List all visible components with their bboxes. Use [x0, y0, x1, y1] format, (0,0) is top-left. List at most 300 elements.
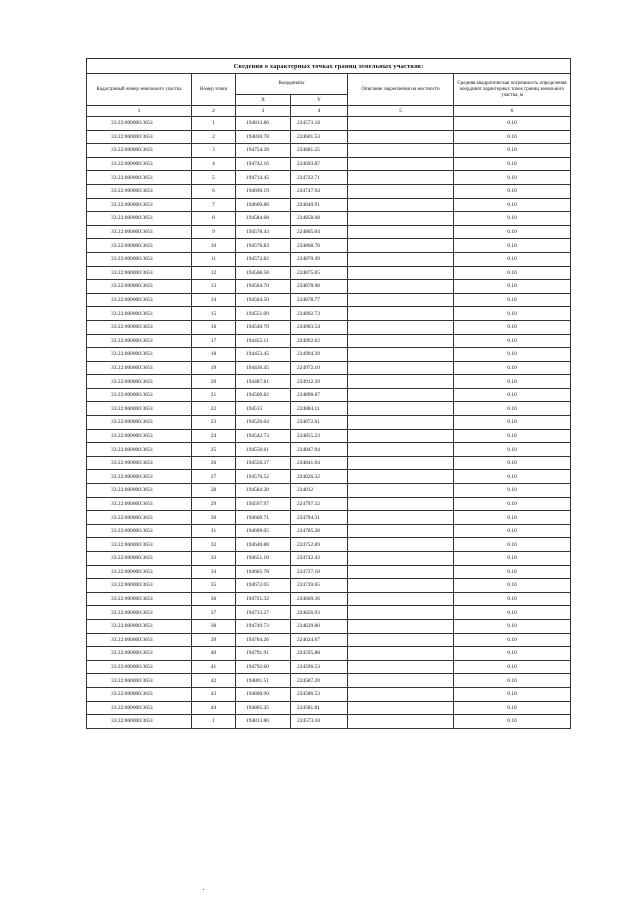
y-coordinate-cell: 224681.25	[291, 144, 348, 158]
header-coordinates: Координаты	[236, 74, 348, 95]
x-coordinate-cell: 194600.71	[236, 511, 291, 525]
table-row	[87, 592, 571, 606]
cadastral-number-cell: 33:22:000000:3651	[87, 239, 192, 253]
x-coordinate-cell: 194791.91	[236, 647, 291, 661]
table-row	[87, 416, 571, 430]
point-number-cell: 21	[192, 388, 236, 402]
y-coordinate-cell: 224884.11	[291, 402, 348, 416]
marking-description-cell	[348, 647, 454, 661]
point-number-cell: 26	[192, 456, 236, 470]
precision-cell: 0.10	[454, 252, 571, 266]
point-number-cell: 12	[192, 266, 236, 280]
point-number-cell: 2	[192, 130, 236, 144]
point-number-cell: 32	[192, 538, 236, 552]
marking-description-cell	[348, 687, 454, 701]
x-coordinate-cell: 194609.05	[236, 524, 291, 538]
marking-description-cell	[348, 184, 454, 198]
table-row	[87, 293, 571, 307]
y-coordinate-cell: 224586.53	[291, 687, 348, 701]
marking-description-cell	[348, 552, 454, 566]
cadastral-number-cell: 33:22:000000:3651	[87, 524, 192, 538]
x-coordinate-cell: 194550.61	[236, 443, 291, 457]
table-row	[87, 674, 571, 688]
x-coordinate-cell: 194714.45	[236, 171, 291, 185]
cadastral-number-cell: 33:22:000000:3651	[87, 647, 192, 661]
x-coordinate-cell: 194542.73	[236, 429, 291, 443]
x-coordinate-cell: 194754.28	[236, 144, 291, 158]
precision-cell: 0.10	[454, 320, 571, 334]
y-coordinate-cell: 224752.89	[291, 538, 348, 552]
cadastral-number-cell: 33:22:000000:3651	[87, 497, 192, 511]
table-row	[87, 687, 571, 701]
precision-cell: 0.10	[454, 361, 571, 375]
cadastral-number-cell: 33:22:000000:3651	[87, 280, 192, 294]
y-coordinate-cell: 224573.18	[291, 117, 348, 131]
marking-description-cell	[348, 565, 454, 579]
cadastral-number-cell: 33:22:000000:3651	[87, 715, 192, 729]
table-row	[87, 701, 571, 715]
precision-cell: 0.10	[454, 212, 571, 226]
marking-description-cell	[348, 375, 454, 389]
table-row	[87, 307, 571, 321]
y-coordinate-cell: 224898.87	[291, 388, 348, 402]
table-row	[87, 117, 571, 131]
cadastral-number-cell: 33:22:000000:3651	[87, 687, 192, 701]
marking-description-cell	[348, 443, 454, 457]
x-coordinate-cell: 194526.04	[236, 416, 291, 430]
x-coordinate-cell: 194749.73	[236, 619, 291, 633]
precision-cell: 0.10	[454, 524, 571, 538]
table-row	[87, 443, 571, 457]
y-coordinate-cell: 224868.70	[291, 239, 348, 253]
y-coordinate-cell: 224581.81	[291, 701, 348, 715]
marking-description-cell	[348, 674, 454, 688]
precision-cell: 0.10	[454, 511, 571, 525]
x-coordinate-cell: 194500.82	[236, 388, 291, 402]
y-coordinate-cell: 224722.71	[291, 171, 348, 185]
cadastral-number-cell: 33:22:000000:3651	[87, 579, 192, 593]
precision-cell: 0.10	[454, 606, 571, 620]
marking-description-cell	[348, 429, 454, 443]
table-row	[87, 497, 571, 511]
cadastral-number-cell: 33:22:000000:3651	[87, 565, 192, 579]
y-coordinate-cell: 224573.18	[291, 715, 348, 729]
table-title: Сведения о характерных точках границ земельных участков:	[87, 59, 571, 74]
y-coordinate-cell: 224994.39	[291, 348, 348, 362]
precision-cell: 0.10	[454, 687, 571, 701]
marking-description-cell	[348, 633, 454, 647]
y-coordinate-cell: 224892.73	[291, 307, 348, 321]
x-coordinate-cell: 194455.11	[236, 334, 291, 348]
cadastral-number-cell: 33:22:000000:3651	[87, 416, 192, 430]
cadastral-number-cell: 33:22:000000:3651	[87, 592, 192, 606]
table-row	[87, 361, 571, 375]
table-row	[87, 334, 571, 348]
point-number-cell: 1	[192, 117, 236, 131]
point-number-cell: 28	[192, 484, 236, 498]
y-coordinate-cell: 224858.68	[291, 212, 348, 226]
precision-cell: 0.10	[454, 647, 571, 661]
cadastral-number-cell: 33:22:000000:3651	[87, 660, 192, 674]
y-coordinate-cell: 224840.91	[291, 198, 348, 212]
marking-description-cell	[348, 524, 454, 538]
y-coordinate-cell: 224872.61	[291, 416, 348, 430]
table-row	[87, 130, 571, 144]
y-coordinate-cell: 224870.49	[291, 252, 348, 266]
table-body	[87, 117, 571, 729]
y-coordinate-cell: 224727.18	[291, 565, 348, 579]
table-row	[87, 456, 571, 470]
cadastral-number-cell: 33:22:000000:3651	[87, 184, 192, 198]
table-row	[87, 402, 571, 416]
precision-cell: 0.10	[454, 633, 571, 647]
column-number: 5	[348, 106, 454, 117]
y-coordinate-cell: 224826.32	[291, 470, 348, 484]
point-number-cell: 1	[192, 715, 236, 729]
precision-cell: 0.10	[454, 402, 571, 416]
x-coordinate-cell: 194651.10	[236, 552, 291, 566]
header-x: X	[236, 95, 291, 106]
point-number-cell: 20	[192, 375, 236, 389]
y-coordinate-cell: 224797.32	[291, 497, 348, 511]
coordinates-document	[86, 58, 570, 729]
marking-description-cell	[348, 348, 454, 362]
precision-cell: 0.10	[454, 307, 571, 321]
point-number-cell: 5	[192, 171, 236, 185]
point-number-cell: 41	[192, 660, 236, 674]
cadastral-number-cell: 33:22:000000:3651	[87, 456, 192, 470]
y-coordinate-cell: 224992.62	[291, 334, 348, 348]
precision-cell: 0.10	[454, 157, 571, 171]
boundary-points-table	[86, 58, 571, 729]
y-coordinate-cell: 224624.67	[291, 633, 348, 647]
x-coordinate-cell: 194576.83	[236, 239, 291, 253]
marking-description-cell	[348, 239, 454, 253]
y-coordinate-cell: 224794.31	[291, 511, 348, 525]
cadastral-number-cell: 33:22:000000:3651	[87, 606, 192, 620]
y-coordinate-cell: 224587.20	[291, 674, 348, 688]
x-coordinate-cell: 194597.97	[236, 497, 291, 511]
point-number-cell: 35	[192, 579, 236, 593]
y-coordinate-cell: 224693.87	[291, 157, 348, 171]
marking-description-cell	[348, 715, 454, 729]
cadastral-number-cell: 33:22:000000:3651	[87, 157, 192, 171]
table-row	[87, 212, 571, 226]
marking-description-cell	[348, 171, 454, 185]
y-coordinate-cell: 224855.23	[291, 429, 348, 443]
point-number-cell: 42	[192, 674, 236, 688]
cadastral-number-cell: 33:22:000000:3651	[87, 320, 192, 334]
table-row	[87, 660, 571, 674]
table-row	[87, 538, 571, 552]
table-row	[87, 280, 571, 294]
y-coordinate-cell: 224639.80	[291, 619, 348, 633]
precision-cell: 0.10	[454, 674, 571, 688]
y-coordinate-cell: 224912.39	[291, 375, 348, 389]
cadastral-number-cell: 33:22:000000:3651	[87, 388, 192, 402]
precision-cell: 0.10	[454, 579, 571, 593]
point-number-cell: 24	[192, 429, 236, 443]
table-row	[87, 633, 571, 647]
point-number-cell: 44	[192, 701, 236, 715]
point-number-cell: 15	[192, 307, 236, 321]
marking-description-cell	[348, 293, 454, 307]
y-coordinate-cell: 224812	[291, 484, 348, 498]
point-number-cell: 25	[192, 443, 236, 457]
point-number-cell: 16	[192, 320, 236, 334]
x-coordinate-cell: 194551.09	[236, 307, 291, 321]
cadastral-number-cell: 33:22:000000:3651	[87, 266, 192, 280]
column-number: 2	[192, 106, 236, 117]
x-coordinate-cell: 194813.86	[236, 117, 291, 131]
marking-description-cell	[348, 280, 454, 294]
marking-description-cell	[348, 144, 454, 158]
precision-cell: 0.10	[454, 484, 571, 498]
y-coordinate-cell: 224669.36	[291, 592, 348, 606]
marking-description-cell	[348, 388, 454, 402]
table-row	[87, 225, 571, 239]
precision-cell: 0.10	[454, 538, 571, 552]
point-number-cell: 30	[192, 511, 236, 525]
x-coordinate-cell: 194800.90	[236, 687, 291, 701]
x-coordinate-cell: 194515	[236, 402, 291, 416]
marking-description-cell	[348, 225, 454, 239]
marking-description-cell	[348, 334, 454, 348]
precision-cell: 0.10	[454, 552, 571, 566]
x-coordinate-cell: 194813.86	[236, 715, 291, 729]
cadastral-number-cell: 33:22:000000:3651	[87, 212, 192, 226]
cadastral-number-cell: 33:22:000000:3651	[87, 307, 192, 321]
x-coordinate-cell: 194564.50	[236, 293, 291, 307]
point-number-cell: 8	[192, 212, 236, 226]
y-coordinate-cell: 224596.53	[291, 660, 348, 674]
marking-description-cell	[348, 117, 454, 131]
table-row	[87, 320, 571, 334]
x-coordinate-cell: 194805.45	[236, 701, 291, 715]
marking-description-cell	[348, 619, 454, 633]
precision-cell: 0.10	[454, 198, 571, 212]
marking-description-cell	[348, 320, 454, 334]
table-row	[87, 375, 571, 389]
marking-description-cell	[348, 470, 454, 484]
precision-cell: 0.10	[454, 497, 571, 511]
precision-cell: 0.10	[454, 470, 571, 484]
table-row	[87, 239, 571, 253]
x-coordinate-cell: 194584.28	[236, 484, 291, 498]
precision-cell: 0.10	[454, 144, 571, 158]
point-number-cell: 17	[192, 334, 236, 348]
header-precision: Средняя квадратическая погрешность определения координат характерных точек границ земельного участка, м	[454, 74, 571, 106]
table-row	[87, 266, 571, 280]
point-number-cell: 10	[192, 239, 236, 253]
cadastral-number-cell: 33:22:000000:3651	[87, 348, 192, 362]
table-row	[87, 511, 571, 525]
x-coordinate-cell: 194690.19	[236, 184, 291, 198]
precision-cell: 0.10	[454, 456, 571, 470]
precision-cell: 0.10	[454, 375, 571, 389]
x-coordinate-cell: 194564.70	[236, 280, 291, 294]
x-coordinate-cell: 194672.05	[236, 579, 291, 593]
cadastral-number-cell: 33:22:000000:3651	[87, 552, 192, 566]
marking-description-cell	[348, 592, 454, 606]
column-number: 3	[236, 106, 291, 117]
precision-cell: 0.10	[454, 293, 571, 307]
y-coordinate-cell: 224903.54	[291, 320, 348, 334]
marking-description-cell	[348, 484, 454, 498]
column-number: 1	[87, 106, 192, 117]
cadastral-number-cell: 33:22:000000:3651	[87, 144, 192, 158]
marking-description-cell	[348, 212, 454, 226]
table-row	[87, 579, 571, 593]
table-row	[87, 348, 571, 362]
x-coordinate-cell: 194801.51	[236, 674, 291, 688]
cadastral-number-cell: 33:22:000000:3651	[87, 130, 192, 144]
precision-cell: 0.10	[454, 443, 571, 457]
table-row	[87, 484, 571, 498]
cadastral-number-cell: 33:22:000000:3651	[87, 198, 192, 212]
x-coordinate-cell: 194764.26	[236, 633, 291, 647]
table-row	[87, 388, 571, 402]
x-coordinate-cell: 194733.27	[236, 606, 291, 620]
x-coordinate-cell: 194584.68	[236, 212, 291, 226]
cadastral-number-cell: 33:22:000000:3651	[87, 511, 192, 525]
point-number-cell: 14	[192, 293, 236, 307]
cadastral-number-cell: 33:22:000000:3651	[87, 334, 192, 348]
point-number-cell: 4	[192, 157, 236, 171]
point-number-cell: 34	[192, 565, 236, 579]
point-number-cell: 18	[192, 348, 236, 362]
precision-cell: 0.10	[454, 184, 571, 198]
precision-cell: 0.10	[454, 334, 571, 348]
marking-description-cell	[348, 157, 454, 171]
cadastral-number-cell: 33:22:000000:3651	[87, 470, 192, 484]
x-coordinate-cell: 194830.78	[236, 130, 291, 144]
precision-cell: 0.10	[454, 619, 571, 633]
precision-cell: 0.10	[454, 348, 571, 362]
table-row	[87, 252, 571, 266]
x-coordinate-cell: 194572.82	[236, 252, 291, 266]
point-number-cell: 6	[192, 184, 236, 198]
x-coordinate-cell: 194640.88	[236, 538, 291, 552]
table-row	[87, 184, 571, 198]
x-coordinate-cell: 194578.43	[236, 225, 291, 239]
precision-cell: 0.10	[454, 429, 571, 443]
point-number-cell: 33	[192, 552, 236, 566]
marking-description-cell	[348, 416, 454, 430]
cadastral-number-cell: 33:22:000000:3651	[87, 252, 192, 266]
cadastral-number-cell: 33:22:000000:3651	[87, 117, 192, 131]
y-coordinate-cell: 224841.04	[291, 456, 348, 470]
precision-cell: 0.10	[454, 592, 571, 606]
x-coordinate-cell: 194600.88	[236, 198, 291, 212]
marking-description-cell	[348, 579, 454, 593]
y-coordinate-cell: 224847.04	[291, 443, 348, 457]
point-number-cell: 29	[192, 497, 236, 511]
cadastral-number-cell: 33:22:000000:3651	[87, 484, 192, 498]
x-coordinate-cell: 194556.37	[236, 456, 291, 470]
marking-description-cell	[348, 456, 454, 470]
precision-cell: 0.10	[454, 266, 571, 280]
point-number-cell: 37	[192, 606, 236, 620]
cadastral-number-cell: 33:22:000000:3651	[87, 375, 192, 389]
table-row	[87, 171, 571, 185]
x-coordinate-cell: 194453.45	[236, 348, 291, 362]
precision-cell: 0.10	[454, 565, 571, 579]
cadastral-number-cell: 33:22:000000:3651	[87, 225, 192, 239]
cadastral-number-cell: 33:22:000000:3651	[87, 429, 192, 443]
y-coordinate-cell: 224601.53	[291, 130, 348, 144]
marking-description-cell	[348, 701, 454, 715]
precision-cell: 0.10	[454, 280, 571, 294]
cadastral-number-cell: 33:22:000000:3651	[87, 633, 192, 647]
marking-description-cell	[348, 511, 454, 525]
marking-description-cell	[348, 660, 454, 674]
point-number-cell: 9	[192, 225, 236, 239]
precision-cell: 0.10	[454, 660, 571, 674]
point-number-cell: 40	[192, 647, 236, 661]
precision-cell: 0.10	[454, 171, 571, 185]
marking-description-cell	[348, 402, 454, 416]
point-number-cell: 19	[192, 361, 236, 375]
table-row	[87, 552, 571, 566]
table-row	[87, 524, 571, 538]
x-coordinate-cell: 194721.32	[236, 592, 291, 606]
table-row	[87, 647, 571, 661]
precision-cell: 0.10	[454, 701, 571, 715]
table-row	[87, 470, 571, 484]
point-number-cell: 11	[192, 252, 236, 266]
marking-description-cell	[348, 252, 454, 266]
scan-speck	[203, 889, 204, 890]
marking-description-cell	[348, 361, 454, 375]
cadastral-number-cell: 33:22:000000:3651	[87, 443, 192, 457]
marking-description-cell	[348, 198, 454, 212]
header-point-number: Номер точки	[192, 74, 236, 106]
cadastral-number-cell: 33:22:000000:3651	[87, 538, 192, 552]
precision-cell: 0.10	[454, 239, 571, 253]
marking-description-cell	[348, 130, 454, 144]
cadastral-number-cell: 33:22:000000:3651	[87, 701, 192, 715]
marking-description-cell	[348, 307, 454, 321]
y-coordinate-cell: 224972.10	[291, 361, 348, 375]
x-coordinate-cell: 194540.70	[236, 320, 291, 334]
table-row	[87, 619, 571, 633]
table-row	[87, 198, 571, 212]
y-coordinate-cell: 224865.04	[291, 225, 348, 239]
precision-cell: 0.10	[454, 117, 571, 131]
y-coordinate-cell: 224878.98	[291, 280, 348, 294]
precision-cell: 0.10	[454, 416, 571, 430]
point-number-cell: 38	[192, 619, 236, 633]
precision-cell: 0.10	[454, 225, 571, 239]
point-number-cell: 23	[192, 416, 236, 430]
point-number-cell: 31	[192, 524, 236, 538]
x-coordinate-cell: 194665.78	[236, 565, 291, 579]
marking-description-cell	[348, 538, 454, 552]
precision-cell: 0.10	[454, 715, 571, 729]
table-row	[87, 606, 571, 620]
point-number-cell: 22	[192, 402, 236, 416]
point-number-cell: 36	[192, 592, 236, 606]
marking-description-cell	[348, 606, 454, 620]
table-row	[87, 157, 571, 171]
x-coordinate-cell: 194742.16	[236, 157, 291, 171]
header-cadastral-number: Кадастровый номер земельного участка	[87, 74, 192, 106]
header-y: Y	[291, 95, 348, 106]
y-coordinate-cell: 224785.28	[291, 524, 348, 538]
table-row	[87, 715, 571, 729]
table-row	[87, 429, 571, 443]
